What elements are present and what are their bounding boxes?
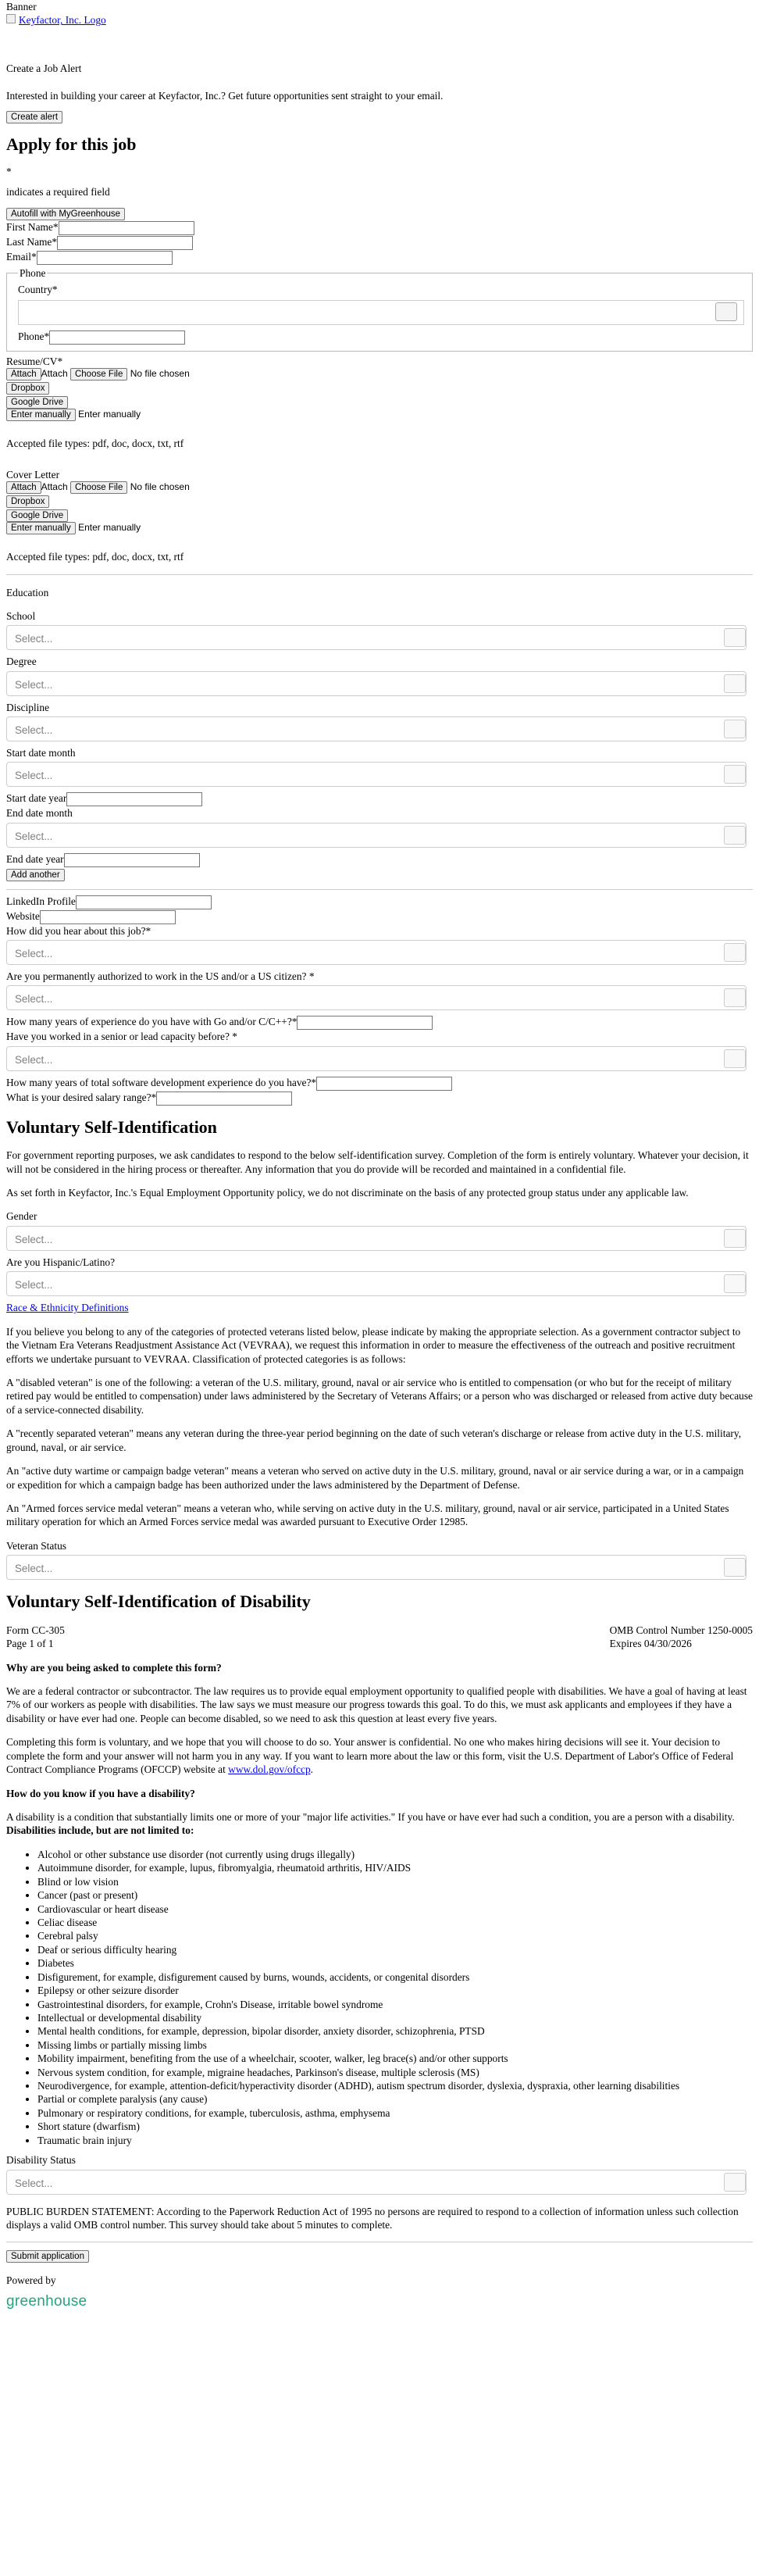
how-title: How do you know if you have a disability? [6, 1787, 195, 1799]
apply-title: Apply for this job [6, 134, 137, 154]
heard-select[interactable]: Select... [6, 940, 747, 965]
resume-enter-manually-button[interactable]: Enter manually [6, 409, 76, 421]
voluntary-intro: For government reporting purposes, we ask candidates to respond to the below self-identification survey. Completion of the form is entirely voluntary. Whatever your decision, it will not be considered in the hiring process or thereafter. Any information that you do provide will be recorded and maintained in a confidential file. [6, 1149, 749, 1175]
list-item: • Deaf or serious difficulty hearing [37, 1943, 753, 1956]
cover-google-drive-button[interactable]: Google Drive [6, 509, 68, 522]
resume-google-drive-button[interactable]: Google Drive [6, 396, 68, 409]
job-alert-title: Create a Job Alert [6, 62, 82, 74]
dropdown-arrow-icon[interactable] [724, 1229, 746, 1248]
phone-fieldset: Phone Country* Phone* [6, 266, 753, 352]
medal-veteran-text: An "Armed forces service medal veteran" means a veteran who, while serving on active duty in the U.S. military, ground, naval or air service, participated in a United States military operation for which an Armed Forces service medal was awarded pursuant to Executive Order 12985. [6, 1502, 729, 1528]
start-month-select[interactable]: Select... [6, 762, 747, 787]
years-go-input[interactable] [297, 1016, 433, 1030]
list-item: • Partial or complete paralysis (any cause) [37, 2092, 753, 2106]
veteran-status-select[interactable]: Select... [6, 1555, 747, 1580]
why-text: We are a federal contractor or subcontractor. The law requires us to provide equal employment opportunity to qualified people with disabilities. We have a goal of having at least 7% of our workers as people with disabilities. The law says we must measure our progress towards this goal. To do this, we must ask applicants and employees if they have a disability or have ever had one. People can become disabled, so we need to ask this question at least every five years. [6, 1685, 747, 1724]
burden-statement: PUBLIC BURDEN STATEMENT: According to the Paperwork Reduction Act of 1995 no persons are required to respond to a collection of information unless such collection displays a valid OMB control number. This survey should take about 5 minutes to complete. [6, 2205, 739, 2231]
school-label: School [6, 609, 36, 622]
years-go-label: How many years of experience do you have with Go and/or C/C++?* [6, 1016, 298, 1028]
first-name-input[interactable] [59, 221, 194, 235]
submit-application-button[interactable]: Submit application [6, 2250, 89, 2263]
ofccp-link[interactable]: www.dol.gov/ofccp [228, 1763, 311, 1776]
dropdown-arrow-icon[interactable] [724, 988, 746, 1007]
voluntary-title: Voluntary Self-Identification [6, 1117, 217, 1137]
disability-title: Voluntary Self-Identification of Disability [6, 1592, 311, 1612]
senior-lead-label: Have you worked in a senior or lead capacity before? * [6, 1031, 237, 1043]
divider [6, 889, 753, 890]
omb-number: OMB Control Number 1250-0005 [609, 1624, 753, 1636]
gender-label: Gender [6, 1210, 37, 1223]
resume-no-file: No file chosen [130, 368, 190, 380]
list-item: • Intellectual or developmental disability [37, 2011, 753, 2024]
years-total-input[interactable] [316, 1077, 452, 1091]
end-month-select[interactable]: Select... [6, 823, 747, 848]
list-item: • Diabetes [37, 1956, 753, 1970]
gender-select[interactable]: Select... [6, 1226, 747, 1251]
list-item: • Mental health conditions, for example, depression, bipolar disorder, anxiety disorder, schizophrenia, PTSD [37, 2024, 753, 2038]
dropdown-arrow-icon[interactable] [724, 826, 746, 845]
heard-label: How did you hear about this job?* [6, 924, 151, 937]
degree-select[interactable]: Select... [6, 671, 747, 696]
phone-label: Phone [18, 330, 45, 342]
first-name-label: First Name [6, 221, 53, 234]
start-year-label: Start date year [6, 792, 67, 805]
banner-image: Banner [6, 1, 37, 13]
country-label: Country [18, 284, 52, 296]
degree-label: Degree [6, 656, 37, 668]
email-input[interactable] [37, 251, 173, 265]
end-month-label: End date month [6, 807, 73, 820]
autofill-button[interactable]: Autofill with MyGreenhouse [6, 208, 125, 220]
discipline-select[interactable]: Select... [6, 716, 747, 741]
authorized-select[interactable]: Select... [6, 985, 747, 1010]
expires-date: Expires 04/30/2026 [609, 1638, 692, 1650]
list-item: • Alcohol or other substance use disorder (not currently using drugs illegally) [37, 1848, 753, 1861]
voluntary-disability-text: Completing this form is voluntary, and we hope that you will choose to do so. Your answer is confidential. No one who makes hiring decisions will see it. Your decision to complete the form and your answer will not harm you in any way. If you want to learn more about the law or this form, visit the U.S. Department of Labor's Office of Federal Contract Compliance Programs (OFCCP) website at www.dol.gov/ofccp. [6, 1736, 734, 1776]
years-total-label: How many years of total software development experience do you have?* [6, 1076, 317, 1088]
list-item: • Mobility impairment, benefiting from the use of a wheelchair, scooter, walker, leg brace(s) and/or other supports [37, 2052, 753, 2065]
list-item: • Missing limbs or partially missing limbs [37, 2038, 753, 2052]
website-label: Website [6, 909, 40, 922]
hispanic-select[interactable]: Select... [6, 1271, 747, 1296]
cover-accepted-types: Accepted file types: pdf, doc, docx, txt, rtf [6, 550, 184, 563]
dropdown-arrow-icon[interactable] [724, 2173, 746, 2192]
linkedin-label: LinkedIn Profile [6, 895, 76, 907]
phone-input[interactable] [49, 330, 185, 345]
list-item: • Epilepsy or other seizure disorder [37, 1984, 753, 1997]
create-alert-button[interactable]: Create alert [6, 111, 62, 123]
race-ethnicity-link[interactable]: Race & Ethnicity Definitions [6, 1302, 129, 1314]
cover-attach-button[interactable]: Attach [6, 481, 41, 494]
resume-attach-button[interactable]: Attach [6, 368, 41, 381]
hispanic-label: Are you Hispanic/Latino? [6, 1256, 116, 1268]
why-title: Why are you being asked to complete this form? [6, 1661, 222, 1674]
list-item: • Cerebral palsy [37, 1929, 753, 1942]
salary-label: What is your desired salary range?* [6, 1091, 157, 1103]
list-item: • Pulmonary or respiratory conditions, for example, tuberculosis, asthma, emphysema [37, 2106, 753, 2120]
salary-input[interactable] [156, 1091, 292, 1106]
disability-status-label: Disability Status [6, 2154, 76, 2167]
cover-choose-file-button[interactable]: Choose File [70, 481, 127, 494]
list-item: • Traumatic brain injury [37, 2134, 753, 2147]
required-note: indicates a required field [6, 185, 110, 198]
end-year-input[interactable] [64, 853, 200, 867]
dropdown-arrow-icon[interactable] [715, 302, 737, 321]
recent-veteran-text: A "recently separated veteran" means any veteran during the three-year period beginning on the date of such veteran's discharge or release from active duty in the U.S. military, ground, naval, or air service. [6, 1427, 742, 1453]
linkedin-input[interactable] [76, 895, 212, 909]
dropdown-arrow-icon[interactable] [724, 1558, 746, 1577]
powered-by: Powered by [6, 2274, 56, 2287]
list-item: • Disfigurement, for example, disfigurement caused by burns, wounds, accidents, or congenital disorders [37, 1970, 753, 1984]
job-alert-text: Interested in building your career at Keyfactor, Inc.? Get future opportunities sent straight to your email. [6, 90, 444, 102]
list-item: • Cardiovascular or heart disease [37, 1903, 753, 1916]
required-star: * [6, 166, 12, 178]
dropdown-arrow-icon[interactable] [724, 1274, 746, 1293]
resume-dropbox-button[interactable]: Dropbox [6, 382, 49, 395]
list-item: • Neurodivergence, for example, attention-deficit/hyperactivity disorder (ADHD), autism spectrum disorder, dyslexia, dyspraxia, other learning disabilities [37, 2079, 753, 2092]
form-page: Page 1 of 1 [6, 1638, 54, 1650]
active-duty-veteran-text: An "active duty wartime or campaign badge veteran" means a veteran who served on active duty in the U.S. military, ground, naval or air service during a war, or in a campaign or expedition for which a campaign badge has been authorized under the laws administered by the Department of Defense. [6, 1465, 744, 1491]
disabled-veteran-text: A "disabled veteran" is one of the following: a veteran of the U.S. military, ground, naval or air service who is entitled to compensation (or who but for the receipt of military retired pay would be entitled to compensation) under laws administered by the Secretary of Veterans Affairs; or a person who was discharged or released from active duty because of a service-connected disability. [6, 1376, 753, 1416]
dropdown-arrow-icon[interactable] [724, 765, 746, 784]
veteran-status-label: Veteran Status [6, 1539, 66, 1552]
list-item: • Gastrointestinal disorders, for example, Crohn's Disease, irritable bowel syndrome [37, 1998, 753, 2011]
dropdown-arrow-icon[interactable] [724, 943, 746, 962]
last-name-input[interactable] [57, 236, 193, 250]
senior-lead-select[interactable]: Select... [6, 1046, 747, 1071]
resume-section: Resume/CV* Attach Attach Choose File No file chosen Dropbox Google Drive Enter manually Enter manually Accepted file types: pdf, doc, docx, txt, rtf [6, 355, 753, 451]
email-label: Email [6, 250, 31, 263]
list-item: • Cancer (past or present) [37, 1888, 753, 1902]
website-input[interactable] [40, 910, 176, 924]
add-another-education-button[interactable]: Add another [6, 869, 65, 881]
cover-enter-manually-button[interactable]: Enter manually [6, 522, 76, 534]
eeo-statement: As set forth in Keyfactor, Inc.'s Equal Employment Opportunity policy, we do not discriminate on the basis of any protected group status under any applicable law. [6, 1187, 689, 1199]
country-select[interactable] [18, 300, 744, 325]
education-title: Education [6, 587, 49, 599]
start-month-label: Start date month [6, 747, 76, 759]
divider [6, 574, 753, 575]
list-item: • Short stature (dwarfism) [37, 2120, 753, 2133]
dropdown-arrow-icon[interactable] [724, 674, 746, 693]
broken-image-icon [6, 14, 16, 23]
list-item: • Autoimmune disorder, for example, lupus, fibromyalgia, rheumatoid arthritis, HIV/AIDS [37, 1861, 753, 1874]
company-logo-link[interactable]: Keyfactor, Inc. Logo [6, 13, 106, 27]
cover-section: Cover Letter Attach Attach Choose File No file chosen Dropbox Google Drive Enter manually Enter manually Accepted file types: pdf, doc, docx, txt, rtf [6, 468, 753, 564]
veteran-intro: If you believe you belong to any of the categories of protected veterans listed below, please indicate by making the appropriate selection. As a government contractor subject to the Vietnam Era Veterans Readjustment Assistance Act (VEVRAA), we request this information in order to measure the effectiveness of the outreach and positive recruitment efforts we undertake pursuant to VEVRAA. Classification of protected categories is as follows: [6, 1325, 741, 1365]
authorized-label: Are you permanently authorized to work in the US and/or a US citizen? * [6, 970, 315, 982]
resume-label: Resume/CV [6, 355, 58, 367]
cover-dropbox-button[interactable]: Dropbox [6, 495, 49, 508]
dropdown-arrow-icon[interactable] [724, 1049, 746, 1068]
discipline-label: Discipline [6, 701, 50, 713]
cover-label: Cover Letter [6, 468, 60, 481]
disability-list [6, 1848, 753, 2147]
greenhouse-logo[interactable]: greenhouse [6, 2292, 87, 2310]
disability-status-select[interactable]: Select... [6, 2170, 747, 2195]
school-select[interactable]: Select... [6, 625, 747, 650]
dropdown-arrow-icon[interactable] [724, 720, 746, 738]
dropdown-arrow-icon[interactable] [724, 628, 746, 647]
end-year-label: End date year [6, 852, 64, 865]
list-item: • Celiac disease [37, 1916, 753, 1929]
last-name-label: Last Name [6, 236, 52, 248]
resume-accepted-types: Accepted file types: pdf, doc, docx, txt, rtf [6, 438, 184, 450]
start-year-input[interactable] [66, 792, 202, 806]
form-id: Form CC-305 [6, 1624, 65, 1636]
list-item: • Blind or low vision [37, 1875, 753, 1888]
how-text: A disability is a condition that substantially limits one or more of your "major life activities." If you have or have ever had such a condition, you are a person with a disability. Disabilities include, but are not limited to: [6, 1811, 735, 1837]
resume-choose-file-button[interactable]: Choose File [70, 368, 127, 381]
list-item: • Nervous system condition, for example, migraine headaches, Parkinson's disease, multiple sclerosis (MS) [37, 2066, 753, 2079]
form-header [6, 1624, 753, 1651]
cover-no-file: No file chosen [130, 481, 190, 492]
phone-legend: Phone [20, 266, 46, 279]
